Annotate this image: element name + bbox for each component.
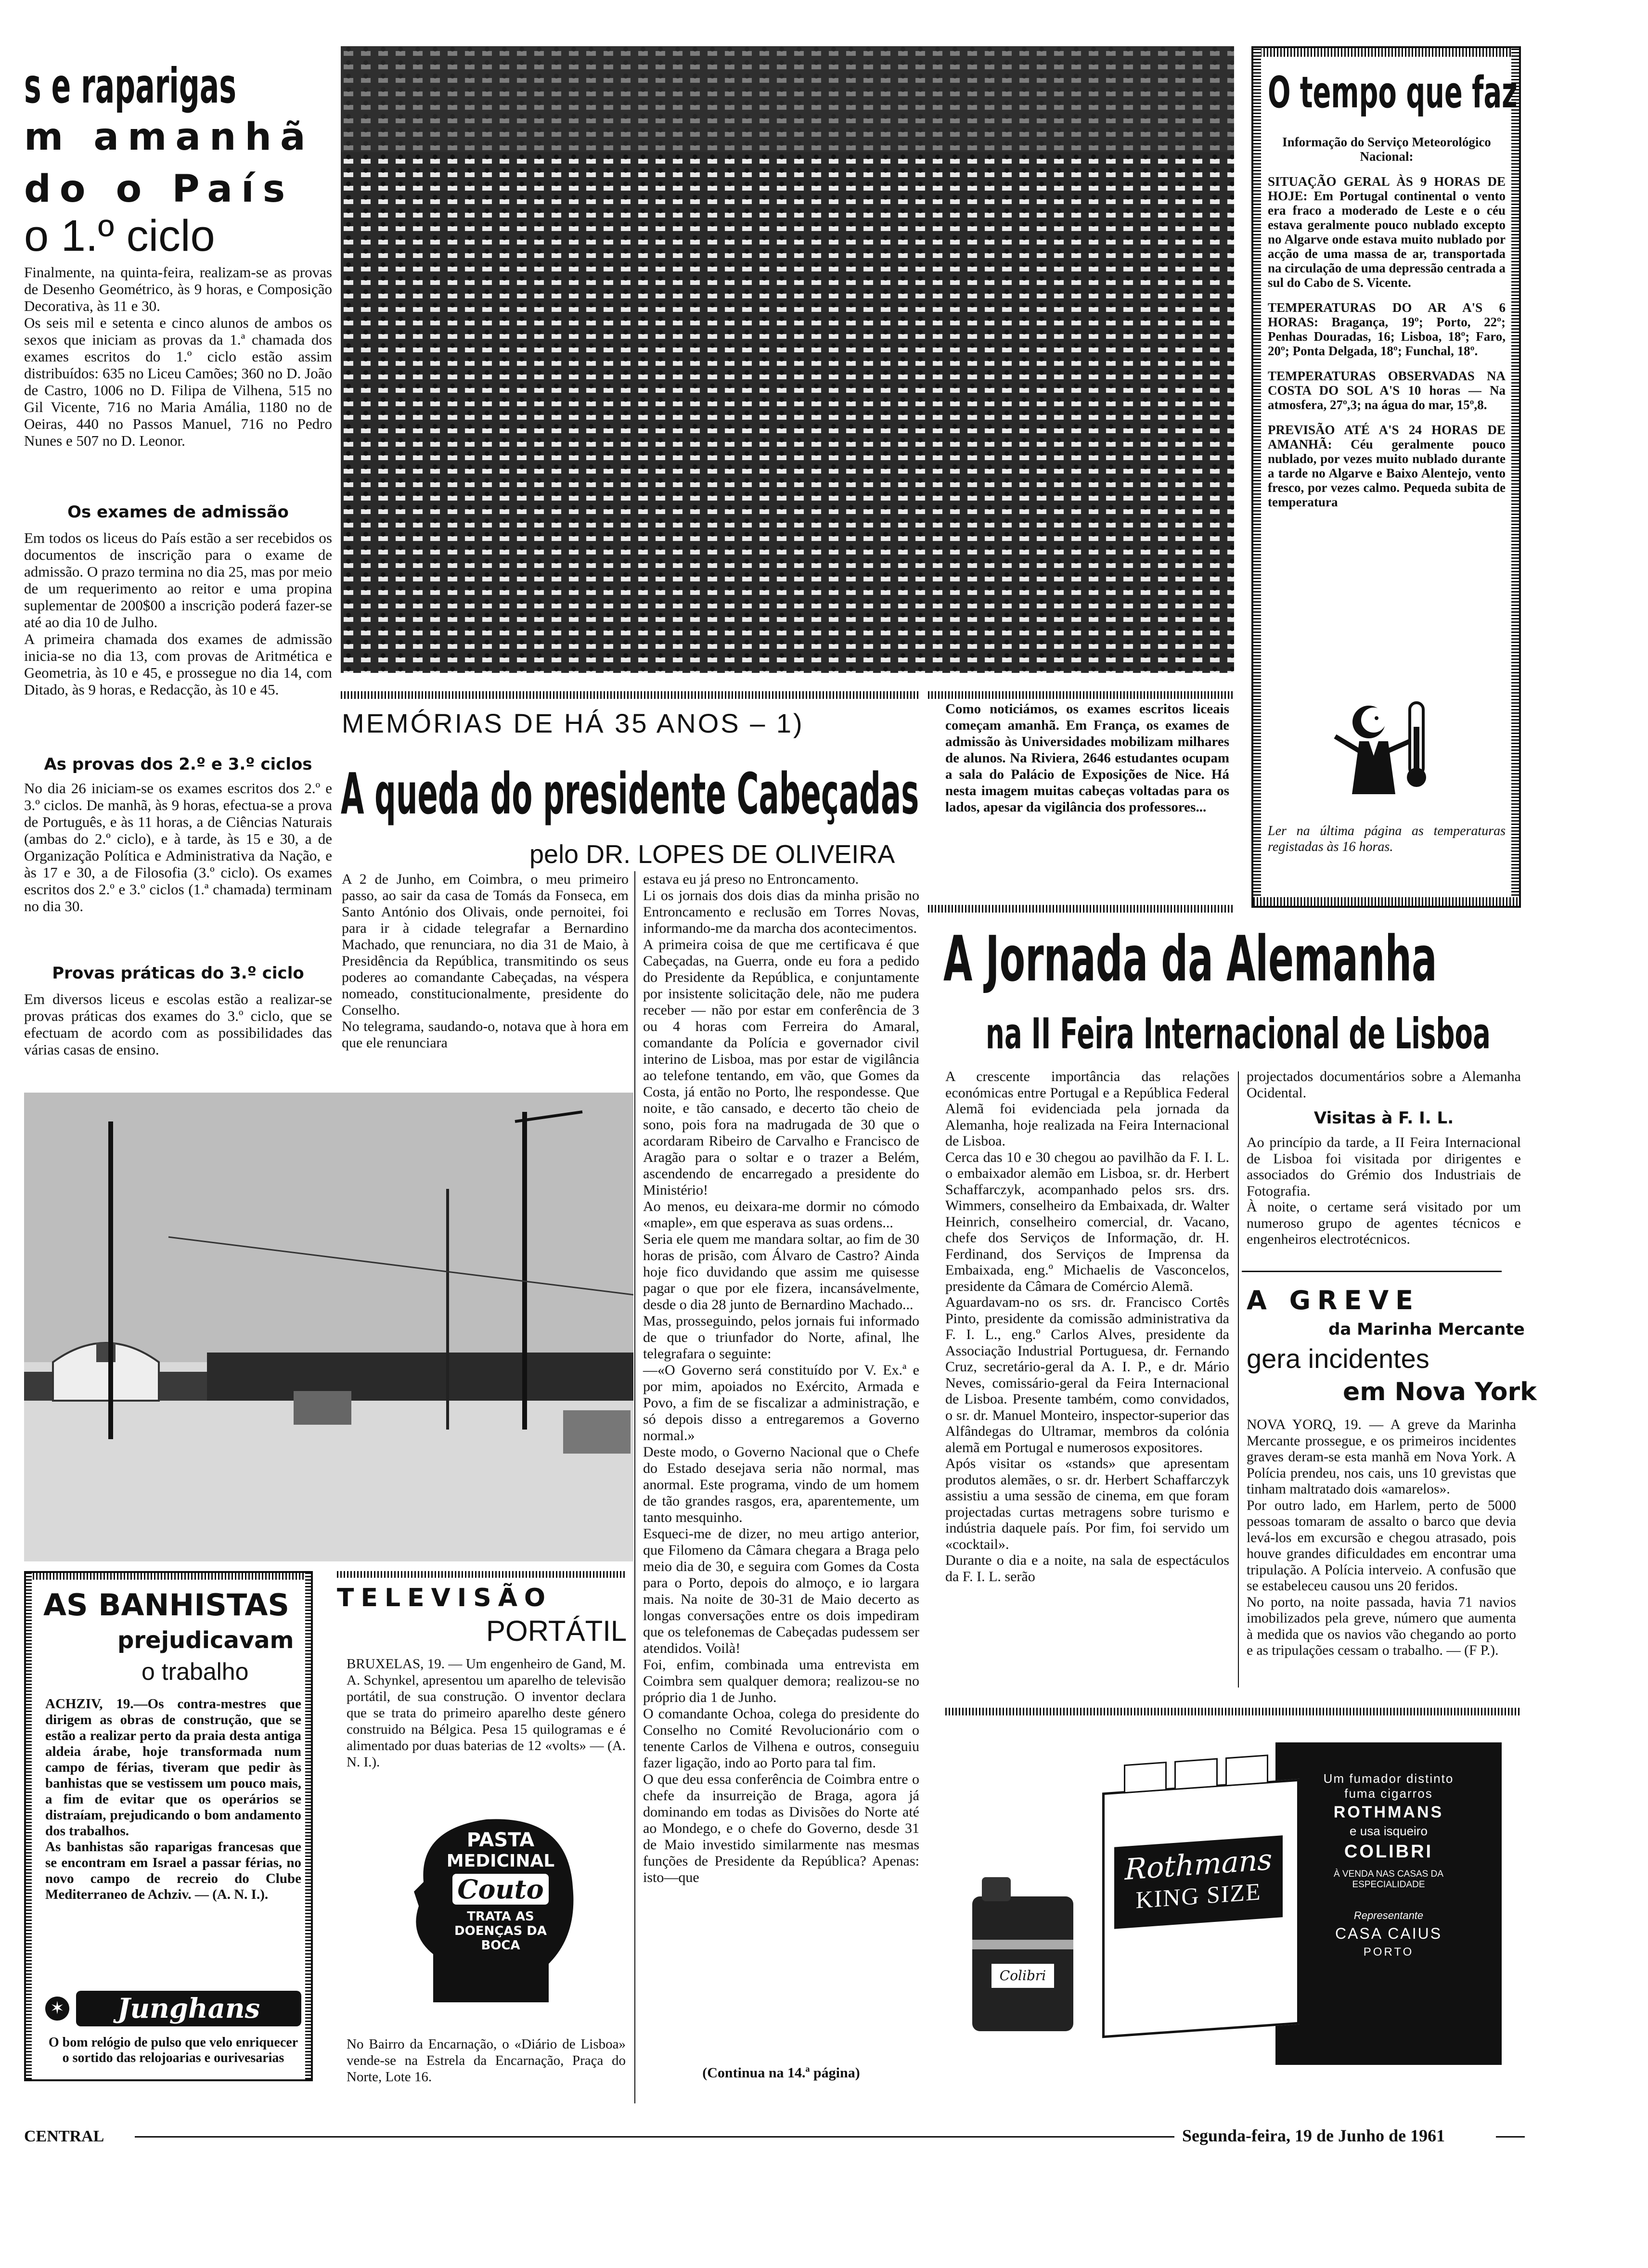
greve-sub3: em Nova York	[1343, 1378, 1537, 1406]
memorias-column-divider	[634, 871, 635, 2103]
colibri-lighter	[972, 1896, 1073, 2031]
weather-note: Ler na última página as temperaturas registadas às 16 horas.	[1268, 824, 1506, 854]
street-image	[24, 1093, 633, 1561]
caption-bottom-rule	[928, 905, 1234, 913]
weather-temps: TEMPERATURAS DO AR A'S 6 HORAS: Bragança, 19º; Porto, 22º; Penhas Douradas, 16; Lisboa, 18º; Faro, 20º; Ponta Delgada, 18º; Funchal, 18º.	[1268, 300, 1506, 358]
pasta-line5: BOCA	[481, 1938, 520, 1953]
pasta-line4: DOENÇAS DA	[454, 1924, 547, 1938]
weather-box	[1251, 46, 1521, 908]
pasta-couto-ad	[404, 1810, 587, 2012]
rothmans-copy3: e usa isqueiro	[1350, 1824, 1428, 1838]
memorias-kicker: MEMÓRIAS DE HÁ 35 ANOS – 1)	[342, 708, 804, 738]
footer-rule	[135, 2136, 1174, 2138]
banhistas-sub1: prejudicavam	[117, 1627, 294, 1654]
memorias-top-rule	[341, 691, 918, 699]
rothmans-pack-line: KING SIZE	[1135, 1878, 1262, 1914]
rothmans-pack-brand: Rothmans	[1124, 1843, 1273, 1887]
alemanha-right	[1247, 1069, 1521, 1248]
alemanha-col2: projectados documentários sobre a Alemanha Ocidental.	[1247, 1069, 1521, 1101]
rothmans-copy2: ROTHMANS	[1333, 1803, 1444, 1821]
practical-heading: Provas práticas do 3.º ciclo	[52, 964, 304, 983]
rothmans-copy4: COLIBRI	[1344, 1842, 1433, 1862]
alemanha-col1: A crescente importância das relações económicas entre Portugal e a República Federal Alemã foi evidenciada pela jornada da Alemanha, hoje realizada na Feira Internacional de Lisboa. Cerca das 10 e 30 chegou ao pavilhão da F. I. L. o embaixador alemão em Lisboa, sr. dr. Herbert Schaffarczyk, acompanhado pelos srs. drs. Wimmers, conselheiro da Embaixada, dr. Walter Heinrich, conselheiro comercial, dr. Vacano, chefe dos Serviços de Informação, dr. H. Ferdinand, dos Serviços de Imprensa da Embaixada, eng.º Michaelis de Vasconcelos, presidente da Câmara de Comércio Alemã. Aguardavam-no os srs. dr. Francisco Cortês Pinto, presidente da comissão administrativa da F. I. L., eng.º Carlos Alves, presidente da Associação Industrial Portuguesa, dr. Fernando Cruz, secretário-geral da A. I. P., e dr. Mário Neves, comissário-geral da Feira Internacional de Lisboa. Presente também, como convidados, o sr. dr. Manuel Monteiro, inspector-superior das Alfândegas do Ultramar, membros da colónia alemã em Portugal e numerosos expositores. Após visitar os «stands» que apresentam produtos alemães, o sr. dr. Herbert Schaffarczyk assistiu a uma sessão de cinema, em que foram projectadas curtas metragens sobre turismo e indústria daquele país. Por fim, foi servido um «cocktail». Durante o dia e a noite, na sala de espectáculos da F. I. L. serão	[945, 1069, 1229, 1585]
televisao-top-rule	[337, 1571, 626, 1578]
banhistas-right-border	[305, 1573, 311, 2079]
visitas-heading: Visitas à F. I. L.	[1313, 1108, 1454, 1128]
cycles-text: No dia 26 iniciam-se os exames escritos dos 2.º e 3.º ciclos. De manhã, às 9 horas, efectua-se a prova de Português, e às 11 horas, a de Ciências Naturais (ambas do 2.º ciclo), e à tarde, às 15 e 30, a de Organização Política e Administrativa da Nação, e às 17 e 30, a de Filosofia (3.º ciclo). Os exames escritos dos 2.º e 3.º ciclos (1.ª chamada) terminam no dia 30.	[24, 780, 332, 915]
headline-pais: do o País	[24, 168, 294, 211]
junghans-ad	[45, 1991, 301, 2073]
banhistas-text: ACHZIV, 19.—Os contra-mestres que dirigem as obras de construção, que se estão a realizar perto da praia desta antiga aldeia árabe, hoje transformada num campo de férias, tiveram que pedir às banhistas que se vestissem um pouco mais, a fim de evitar que os operários se distraíam, prejudicando o bom andamento dos trabalhos. As banhistas são raparigas francesas que se encontram em Israel a passar férias, no novo campo de recreio do Clube Mediterraneo de Achziv. — (A. N. I.).	[45, 1696, 301, 1902]
rothmans-copy7: CASA CAIUS	[1335, 1925, 1442, 1942]
exam-hall-image	[341, 46, 1234, 673]
visitas-text: Ao princípio da tarde, a II Feira Internacional de Lisboa foi visitada por dirigentes e associados do Grémio dos Industriais de Fotografia. À noite, o certame será visitado por um numeroso grupo de agentes técnicos e engenheiros electrotécnicos.	[1247, 1134, 1521, 1247]
televisao-title: TELEVISÃO	[337, 1584, 553, 1612]
footer-date: Segunda-feira, 19 de Junho de 1961	[1182, 2126, 1445, 2145]
weather-general: SITUAÇÃO GERAL ÀS 9 HORAS DE HOJE: Em Portugal continental o vento era fraco a moderado de Leste e o céu estava geralmente pouco nublado excepto no Algarve onde estava muito nublado por acção de uma massa de ar, transportada na circulação de uma depressão centrada a sul do Cabo de S. Vicente.	[1268, 174, 1506, 290]
greve-sub1: da Marinha Mercante	[1328, 1320, 1525, 1339]
pasta-brand: Couto	[452, 1874, 549, 1905]
rothmans-top-rule	[945, 1708, 1521, 1715]
cycles-heading: As provas dos 2.º e 3.º ciclos	[44, 755, 312, 774]
alemanha-headline1: A Jornada da Alemanha	[943, 922, 1437, 995]
headline-raparigas: s e raparigas	[24, 58, 237, 114]
left-header	[24, 58, 342, 260]
headline-ciclo: o 1.º ciclo	[24, 211, 215, 260]
headline-amanha: m amanhã	[24, 116, 314, 159]
rothmans-pack	[1102, 1779, 1300, 2038]
rothmans-copy6: Representante	[1353, 1909, 1424, 1921]
caption-top-rule	[928, 691, 1234, 699]
weather-title: O tempo que faz	[1268, 67, 1518, 118]
footer-rule-end	[1496, 2136, 1525, 2138]
street-photo	[24, 1093, 633, 1561]
alemanha-column-divider	[1238, 1071, 1239, 1688]
rothmans-copy5: À VENDA NAS CASAS DA ESPECIALIDADE	[1333, 1869, 1444, 1890]
junghans-star-icon: ✶	[45, 1997, 69, 2021]
greve-text: NOVA YORQ, 19. — A greve da Marinha Mercante prossegue, e os primeiros incidentes graves deram-se esta manhã em Nova York. A Polícia prendeu, nos cais, uns 10 grevistas que tinham maltratado dois «amarelos». Por outro lado, em Harlem, perto de 5000 pessoas tomaram de assalto o barco que devia levá-los em excursão e chegou atrasado, pois houve grandes dificuldades em encontrar uma tripulação. A Polícia interveio. A confusão que se estabeleceu causou uns 20 feridos. No porto, na noite passada, havia 71 navios imobilizados pela greve, número que aumenta à medida que os navios vão chegando ao porto e as tripulações cessam o trabalho. — (F P.).	[1247, 1417, 1516, 1658]
pasta-line1: PASTA	[466, 1829, 535, 1851]
junghans-brand: Junghans	[76, 1991, 301, 2026]
weather-intro: Informação do Serviço Meteorológico Nacional:	[1282, 135, 1491, 164]
greve-top-rule	[1242, 1271, 1502, 1272]
bairro-note: No Bairro da Encarnação, o «Diário de Lisboa» vende-se na Estrela da Encarnação, Praça do Norte, Lote 16.	[347, 2036, 626, 2085]
pasta-line2: MEDICINAL	[446, 1851, 555, 1871]
weather-right-border	[1511, 48, 1519, 906]
banhistas-box	[24, 1571, 313, 2081]
pasta-line3: TRATA AS	[467, 1909, 534, 1924]
banhistas-top-border	[26, 1573, 311, 1580]
main-photo-caption: Como noticiámos, os exames escritos liceais começam amanhã. Em França, os exames de admissão às Universidades mobilizam milhares de alunos. Na Riviera, 2646 estudantes ocupam a sala do Palácio de Exposições de Nice. Há nesta imagem muitas cabeças voltadas para os lados, apesar da vigilância dos professores...	[945, 701, 1229, 815]
alemanha-headline2: na II Feira Internacional de Lisboa	[986, 1009, 1491, 1058]
rothmans-copy1: Um fumador distinto fuma cigarros	[1323, 1771, 1454, 1801]
memorias-col1: A 2 de Junho, em Coimbra, o meu primeiro passo, ao sair da casa de Tomás da Fonseca, em Santo António dos Olivais, onde pernoitei, foi para ir à cidade telegrafar a Bernardino Machado, que renunciara, no dia 31 de Maio, à Presidência da República, transmitindo os seus poderes ao comandante Cabeçadas, na véspera nomeado, constitucionalmente, presidente do Conselho. No telegrama, saudando-o, notava que à hora em que ele renunciara	[342, 871, 629, 1051]
rothmans-ad	[958, 1733, 1521, 2070]
exam-hall-photo	[341, 46, 1234, 673]
televisao-text: BRUXELAS, 19. — Um engenheiro de Gand, M. A. Schynkel, apresentou um aparelho de televisão portátil, de sua construção. O inventor declara que se trata do primeiro aparelho deste género construido na Bélgica. Pesa 15 quilogramas e é alimentado por duas baterias de 12 «volts» — (A. N. I.).	[347, 1656, 626, 1770]
banhistas-sub2: o trabalho	[142, 1658, 249, 1685]
banhistas-title: AS BANHISTAS	[43, 1587, 290, 1623]
rothmans-copy8: PORTO	[1363, 1946, 1414, 1959]
weather-top-border	[1253, 48, 1519, 57]
weatherman-thermometer-icon	[1321, 693, 1455, 809]
banhistas-left-border	[26, 1573, 32, 2079]
exams-intro: Finalmente, na quinta-feira, realizam-se as provas de Desenho Geométrico, às 9 horas, e Composição Decorativa, às 11 e 30. Os seis mil e setenta e cinco alunos de ambos os sexos que iniciam as provas da 1.ª chamada dos exames escritos do 1.º ciclo estão assim distribuídos: 635 no Liceu Camões; 360 no D. João de Castro, 1006 no D. Filipa de Vilhena, 515 no Gil Vicente, 716 no Maria Amália, 1180 no de Oeiras, 440 no Passos Manuel, 716 no Pedro Nunes e 507 no D. Leonor.	[24, 264, 332, 449]
memorias-byline: pelo DR. LOPES DE OLIVEIRA	[529, 840, 895, 869]
greve-sub2: gera incidentes	[1247, 1343, 1429, 1374]
admission-text: Em todos os liceus do País estão a ser recebidos os documentos de inscrição para o exame de admissão. O prazo termina no dia 25, mas por meio de um requerimento ao reitor e uma propina suplementar de 200$00 a inscrição poderá fazer-se até ao dia 10 de Julho. A primeira chamada dos exames de admissão inicia-se no dia 13, com provas de Aritmética e Geometria, às 10 e 45, e prossegue no dia 14, com Ditado, às 9 horas, e Redacção, às 10 e 45.	[24, 529, 332, 698]
memorias-continued: (Continua na 14.ª página)	[702, 2065, 860, 2081]
footer-left: CENTRAL	[24, 2127, 104, 2145]
weather-forecast: PREVISÃO ATÉ A'S 24 HORAS DE AMANHÃ: Céu geralmente pouco nublado, por vezes muito nublado durante a tarde no Algarve e Baixo Alentejo, vento fresco, por vezes calmo. Pequeda subita de temperatura	[1268, 423, 1506, 509]
colibri-label: Colibri	[991, 1964, 1054, 1988]
greve-title: A GREVE	[1247, 1285, 1420, 1315]
memorias-headline: A queda do presidente Cabeçadas	[341, 760, 919, 827]
memorias-col2: estava eu já preso no Entroncamento. Li os jornais dos dois dias da minha prisão no Entroncamento e reclusão em Torres Novas, informando-me da marcha dos acontecimentos. A primeira coisa de que me certificava é que Cabeçadas, na Guerra, onde eu fora a pedido do Presidente da República, e conjuntamente por insistente solicitação dele, não me pudera receber — não por estar em conferência de 3 ou 4 horas com Ferreira do Amaral, comandante da Polícia e governador civil interino de Lisboa, mas por estar de vigilância ao telefone tentando, em vão, que Gomes da Costa, já então no Porto, lhe respondesse. Que noite, e tão cansado, e decerto tão cheio de sono, pois fora na madrugada de 30 que o acordaram Ribeiro de Carvalho e Francisco de Aragão para o soltar e o trazer a Belém, ascendendo de encarregado a presidente do Ministério! Ao menos, eu deixara-me dormir no cómodo «maple», em que esperava as suas ordens... Seria ele quem me mandara soltar, ao fim de 30 horas de prisão, com Álvaro de Castro? Ainda hoje fico duvidando que assim me quisesse pagar o que por ele fizera, incansávelmente, desde o dia 28 junto de Bernardino Machado... Mas, prosseguindo, pelos jornais fui informado de que o triunfador do Norte, afinal, lhe telegrafara o seguinte: —«O Governo será constituído por V. Ex.ª e por mim, apoiados no Exército, Armada e Povo, a fim de se fiscalizar a administração, e só depois disso a entregaremos a Governo normal.» Deste modo, o Governo Nacional que o Chefe do Estado desejava seria não normal, mas anormal. Este programa, vindo de um homem de tão grandes rasgos, era, aparentemente, um tanto mesquinho. Esqueci-me de dizer, no meu artigo anterior, que Filomeno da Câmara chegara a Braga pelo meio dia de 30, e seguira com Gomes da Costa para o Porto, depois do almoço, e io largara mais. Na noite de 30-31 de Maio decerto as longas conversações entre os dois impediram que os telefonemas de Cabeçadas pudessem ser atendidos. Voilà! Foi, enfim, combinada uma entrevista em Coimbra sem qualquer demora; realizou-se no próprio dia 1 de Junho. O comandante Ochoa, colega do presidente do Conselho no Comité Revolucionário com o tenente Carlos de Vilhena e outros, conseguiu fazer ligação, indo ao Porto para tal fim. O que deu essa conferência de Coimbra entre o chefe da insurreição de Braga, agora já dominando em todas as Divisões do Norte até ao Mondego, e o chefe do Governo, desde 31 de Maio investido similarmente nas mesmas funções de Presidente da República? Apenas: isto—que	[643, 871, 919, 1885]
weather-coast: TEMPERATURAS OBSERVADAS NA COSTA DO SOL A'S 10 horas — Na atmosfera, 27º,3; na água do mar, 15º,8.	[1268, 369, 1506, 412]
admission-heading: Os exames de admissão	[67, 503, 289, 522]
weather-bottom-border	[1253, 897, 1519, 906]
weather-left-border	[1253, 48, 1261, 906]
rothmans-copy-panel	[1275, 1742, 1502, 2065]
practical-text: Em diversos liceus e escolas estão a realizar-se provas práticas dos exames do 3.º ciclo, que se efectuam de acordo com as possibilidades das várias casas de ensino.	[24, 991, 332, 1058]
rothmans-pack-label	[1114, 1835, 1283, 1929]
televisao-sub: PORTÁTIL	[486, 1615, 627, 1647]
junghans-text: O bom relógio de pulso que velo enriquecer o sortido das relojoarias e ourivesarias	[48, 2035, 298, 2065]
